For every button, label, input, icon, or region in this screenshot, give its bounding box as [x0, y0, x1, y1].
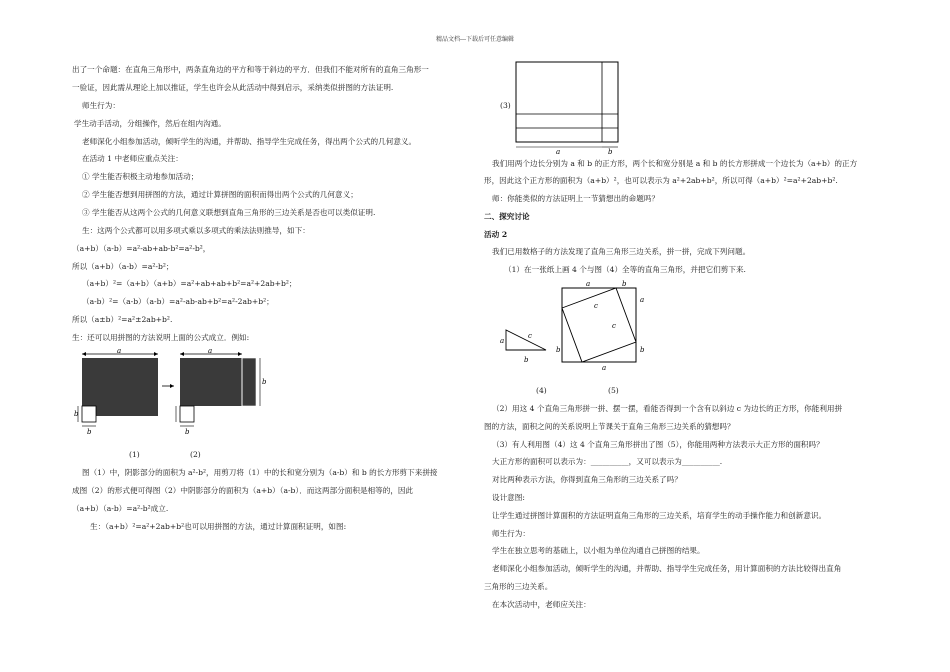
label-a: a	[117, 347, 122, 355]
text-line: 我们用两个边长分别为 a 和 b 的正方形，两个长和宽分别是 a 和 b 的长方形拼成一个边长为（a+b）的正方	[492, 159, 858, 168]
text-line: 图的方法，面积之间的关系说明上节课关于直角三角形三边关系的猜想吗？	[484, 422, 735, 431]
text-line: ③ 学生能否从这两个公式的几何意义联想到直角三角形的三边关系是否也可以类似证明.	[82, 208, 376, 217]
text-line: （a-b）²=（a-b）（a-b）=a²-ab-ab+b²=a²-2ab+b²；	[82, 297, 274, 306]
figure-caption-1: (1)	[129, 450, 140, 459]
text-line: 对比两种表示方法，你得到直角三角形的三边关系了吗？	[492, 475, 682, 484]
label-c: c	[528, 332, 532, 340]
figure-caption-5: (5)	[608, 386, 619, 395]
text-line: （3）有人利用图（4）这 4 个直角三角形拼出了图（5），你能用两种方法表示大正方形的面积吗？	[492, 440, 824, 449]
text-line: 在本次活动中，老师应关注：	[492, 600, 591, 609]
text-line: 师：你能类似的方法证明上一节猜想出的命题吗？	[492, 194, 660, 203]
text-line: 师生行为：	[82, 101, 120, 110]
figure-caption-2: (2)	[190, 450, 201, 459]
text-line: 形，因此这个正方形的面积为（a+b）²，也可以表示为 a²+2ab+b²，所以可得（a+b）²=a²+2ab+b².	[484, 176, 838, 185]
figure-caption-3: (3)	[500, 101, 511, 110]
text-line: 图（1）中，阴影部分的面积为 a²-b²，用剪刀将（1）中的长和宽分别为（a-b）和 b 的长方形剪下来拼接	[82, 468, 438, 477]
text-line: （2）用这 4 个直角三角形拼一拼、摆一摆，看能否得到一个含有以斜边 c 为边长的正方形，你能利用拼	[492, 404, 843, 413]
figure-3	[514, 60, 634, 156]
text-line: 让学生通过拼图计算面积的方法证明直角三角形的三边关系，培育学生的动手操作能力和创新意识。	[492, 511, 827, 520]
label-a: a	[208, 347, 213, 355]
page-header: 精品文档---下载后可任意编辑	[435, 36, 515, 43]
label-b: b	[185, 428, 190, 436]
activity-heading: 活动 2	[484, 230, 508, 239]
label-b: b	[608, 148, 613, 156]
text-line: （a+b）²=（a+b）（a+b）=a²+ab+ab+b²=a²+2ab+b²；	[82, 279, 297, 288]
label-b: b	[622, 280, 627, 288]
label-b: b	[640, 346, 645, 354]
label-b: b	[524, 356, 529, 364]
figure-1-2	[74, 348, 269, 448]
label-c: c	[594, 302, 598, 310]
figure-caption-4: (4)	[536, 386, 547, 395]
figure-4-5	[500, 278, 654, 378]
text-line: （1）在一张纸上画 4 个与图（4）全等的直角三角形，并把它们剪下来.	[504, 265, 746, 274]
label-a: a	[602, 364, 607, 372]
text-line: 所以（a+b）（a-b）=a²-b²；	[72, 262, 174, 271]
label-a: a	[500, 337, 505, 345]
text-line: 学生在独立思考的基础上，以小组为单位沟通自己拼图的结果。	[492, 546, 705, 555]
text-line: ② 学生能否想到用拼图的方法，通过计算拼图的面积而得出两个公式的几何意义；	[82, 190, 358, 199]
text-line: 三角形的三边关系。	[484, 582, 553, 591]
text-line: 出了一个命题：在直角三角形中，两条直角边的平方和等于斜边的平方．但我们不能对所有的直角三角形一	[72, 65, 429, 74]
text-line: 老师深化小组参加活动，倾听学生的沟通，并帮助、指导学生完成任务，得出两个公式的几何意义。	[82, 137, 417, 146]
text-line: （a+b）（a-b）=a²-b²成立.	[72, 504, 169, 513]
text-line: 老师深化小组参加活动，倾听学生的沟通，并帮助、指导学生完成任务，用计算面积的方法比较得出直角	[492, 564, 842, 573]
text-line: 设计意图:	[492, 493, 525, 502]
label-b: b	[87, 428, 92, 436]
label-a: a	[556, 148, 561, 156]
text-line: 一验证，因此需从理论上加以推证，学生也许会从此活动中得到启示，采纳类似拼图的方法证明.	[72, 83, 394, 92]
text-line: 师生行为：	[492, 529, 530, 538]
text-line: 在活动 1 中老师应重点关注：	[82, 154, 183, 163]
text-line: 学生动手活动，分组操作，然后在组内沟通。	[74, 119, 226, 128]
text-line: ① 学生能否积极主动地参加活动；	[82, 172, 199, 181]
text-line: 生：这两个公式都可以用多项式乘以多项式的乘法法则推导，如下：	[82, 226, 310, 235]
label-a: a	[586, 280, 591, 288]
label-b: b	[262, 378, 267, 386]
label-c: c	[612, 322, 616, 330]
text-line: （a+b）（a-b）=a²-ab+ab-b²=a²-b²，	[72, 244, 211, 253]
text-line: 大正方形的面积可以表示为：__________，又可以表示为__________.	[492, 457, 723, 466]
text-line: 生：还可以用拼图的方法说明上面的公式成立．例如:	[72, 333, 250, 342]
text-line: 成图（2）的形式便可得图（2）中阴影部分的面积为（a+b）（a-b）．而这两部分面积是相等的，因此	[72, 486, 414, 495]
label-b: b	[74, 410, 79, 418]
label-b: b	[556, 346, 561, 354]
text-line: 所以（a±b）²=a²±2ab+b².	[72, 315, 173, 324]
section-heading: 二、探究讨论	[484, 212, 530, 221]
text-line: 生：（a+b）²=a²+2ab+b²也可以用拼图的方法，通过计算面积证明，如图:	[90, 522, 347, 531]
text-line: 我们已用数格子的方法发现了直角三角形三边关系，拼一拼，完成下列问题。	[492, 247, 751, 256]
label-a: a	[640, 296, 645, 304]
